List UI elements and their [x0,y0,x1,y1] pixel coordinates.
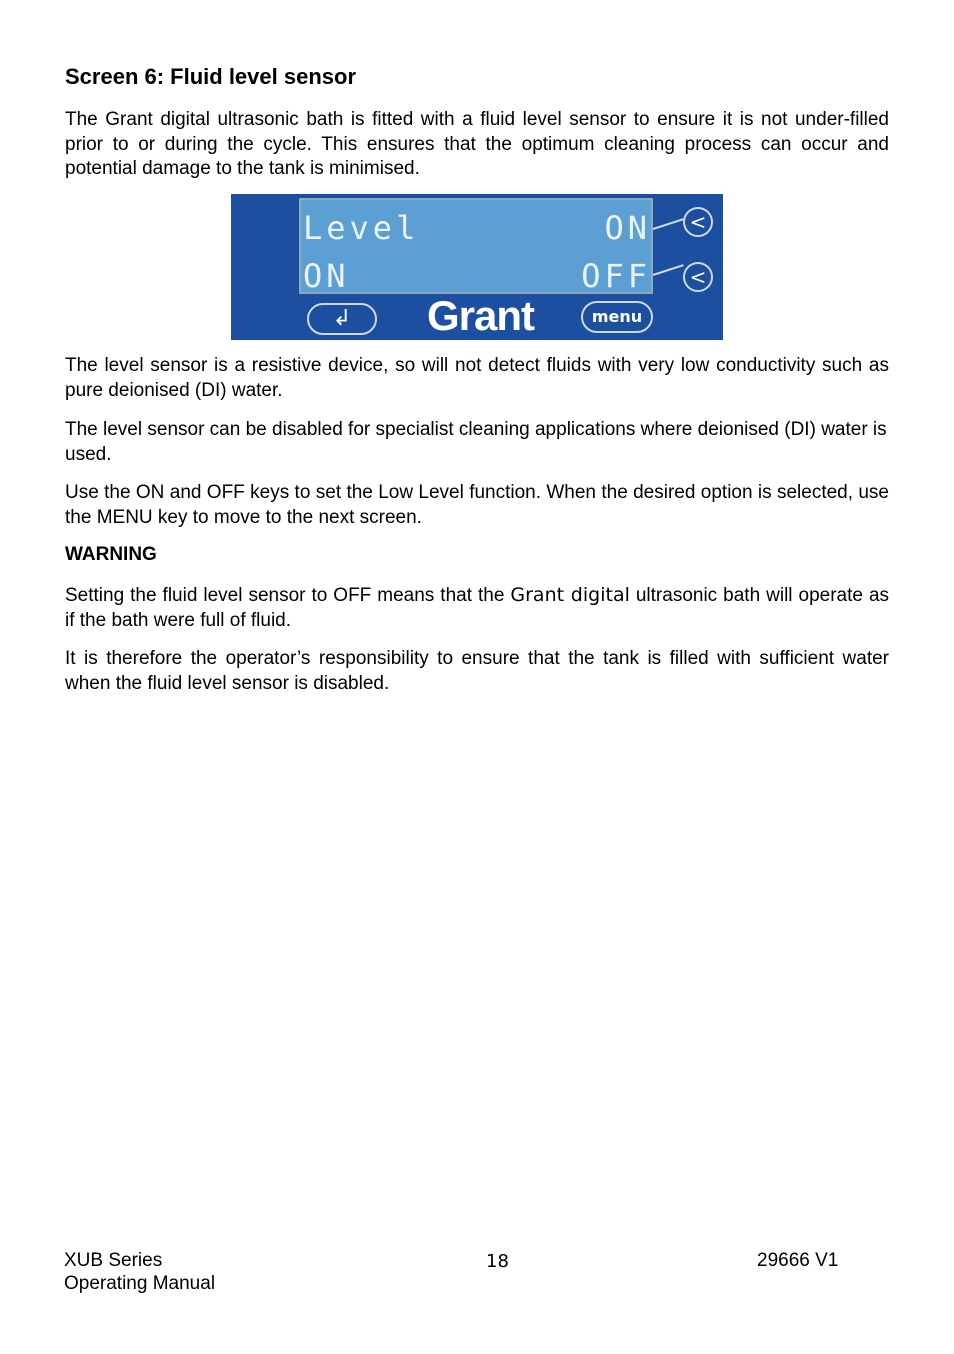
enter-button[interactable]: ↲ [307,303,377,335]
footer-series: XUB Series [64,1250,163,1271]
warning-text-part2: ultrasonic bath will operate as if the bath were full of fluid. [65,585,890,631]
lcd-row1-value: ON [604,209,651,247]
warning-title: WARNING [65,544,157,565]
footer-left [64,1249,215,1295]
connector-line-bottom [653,264,684,276]
menu-button[interactable]: menu [581,301,653,333]
resistive-paragraph: The level sensor is a resistive device, so will not detect fluids with very low conductivity such as pure deionised (DI) water. [65,355,889,401]
control-panel-illustration [231,194,723,340]
lcd-row2-on: ON [303,257,350,295]
on-key-button[interactable]: < [683,207,713,237]
connector-line-top [653,218,684,230]
warning-text-part1: Setting the fluid level sensor to OFF means that the [65,585,511,606]
lcd-row2-off: OFF [581,257,651,295]
lcd-screen [299,198,653,294]
footer-manual: Operating Manual [64,1273,216,1294]
footer-doc-number: 29666 V1 [757,1250,839,1271]
grant-logo: Grant [427,292,535,339]
keys-paragraph: Use the ON and OFF keys to set the Low Level function. When the desired option is selected, use the MENU key to move to the next screen. [65,482,889,528]
section-heading: Screen 6: Fluid level sensor [65,64,357,89]
disabled-paragraph: The level sensor can be disabled for specialist cleaning applications where deionised (DI) water is used. [65,419,887,465]
warning-brand: Grant digital [510,584,630,606]
lcd-row1-label: Level [303,209,420,247]
warning-paragraph [65,583,889,633]
page-number: 18 [486,1251,509,1272]
intro-paragraph: The Grant digital ultrasonic bath is fitted with a fluid level sensor to ensure it is not under-filled prior to or during the cycle. This ensures that the optimum cleaning process can occur and potential damage to the tank is minimised. [65,109,889,179]
off-key-button[interactable]: < [683,262,713,292]
operator-paragraph: It is therefore the operator’s responsibility to ensure that the tank is filled with sufficient water when the fluid level sensor is disabled. [65,648,889,694]
